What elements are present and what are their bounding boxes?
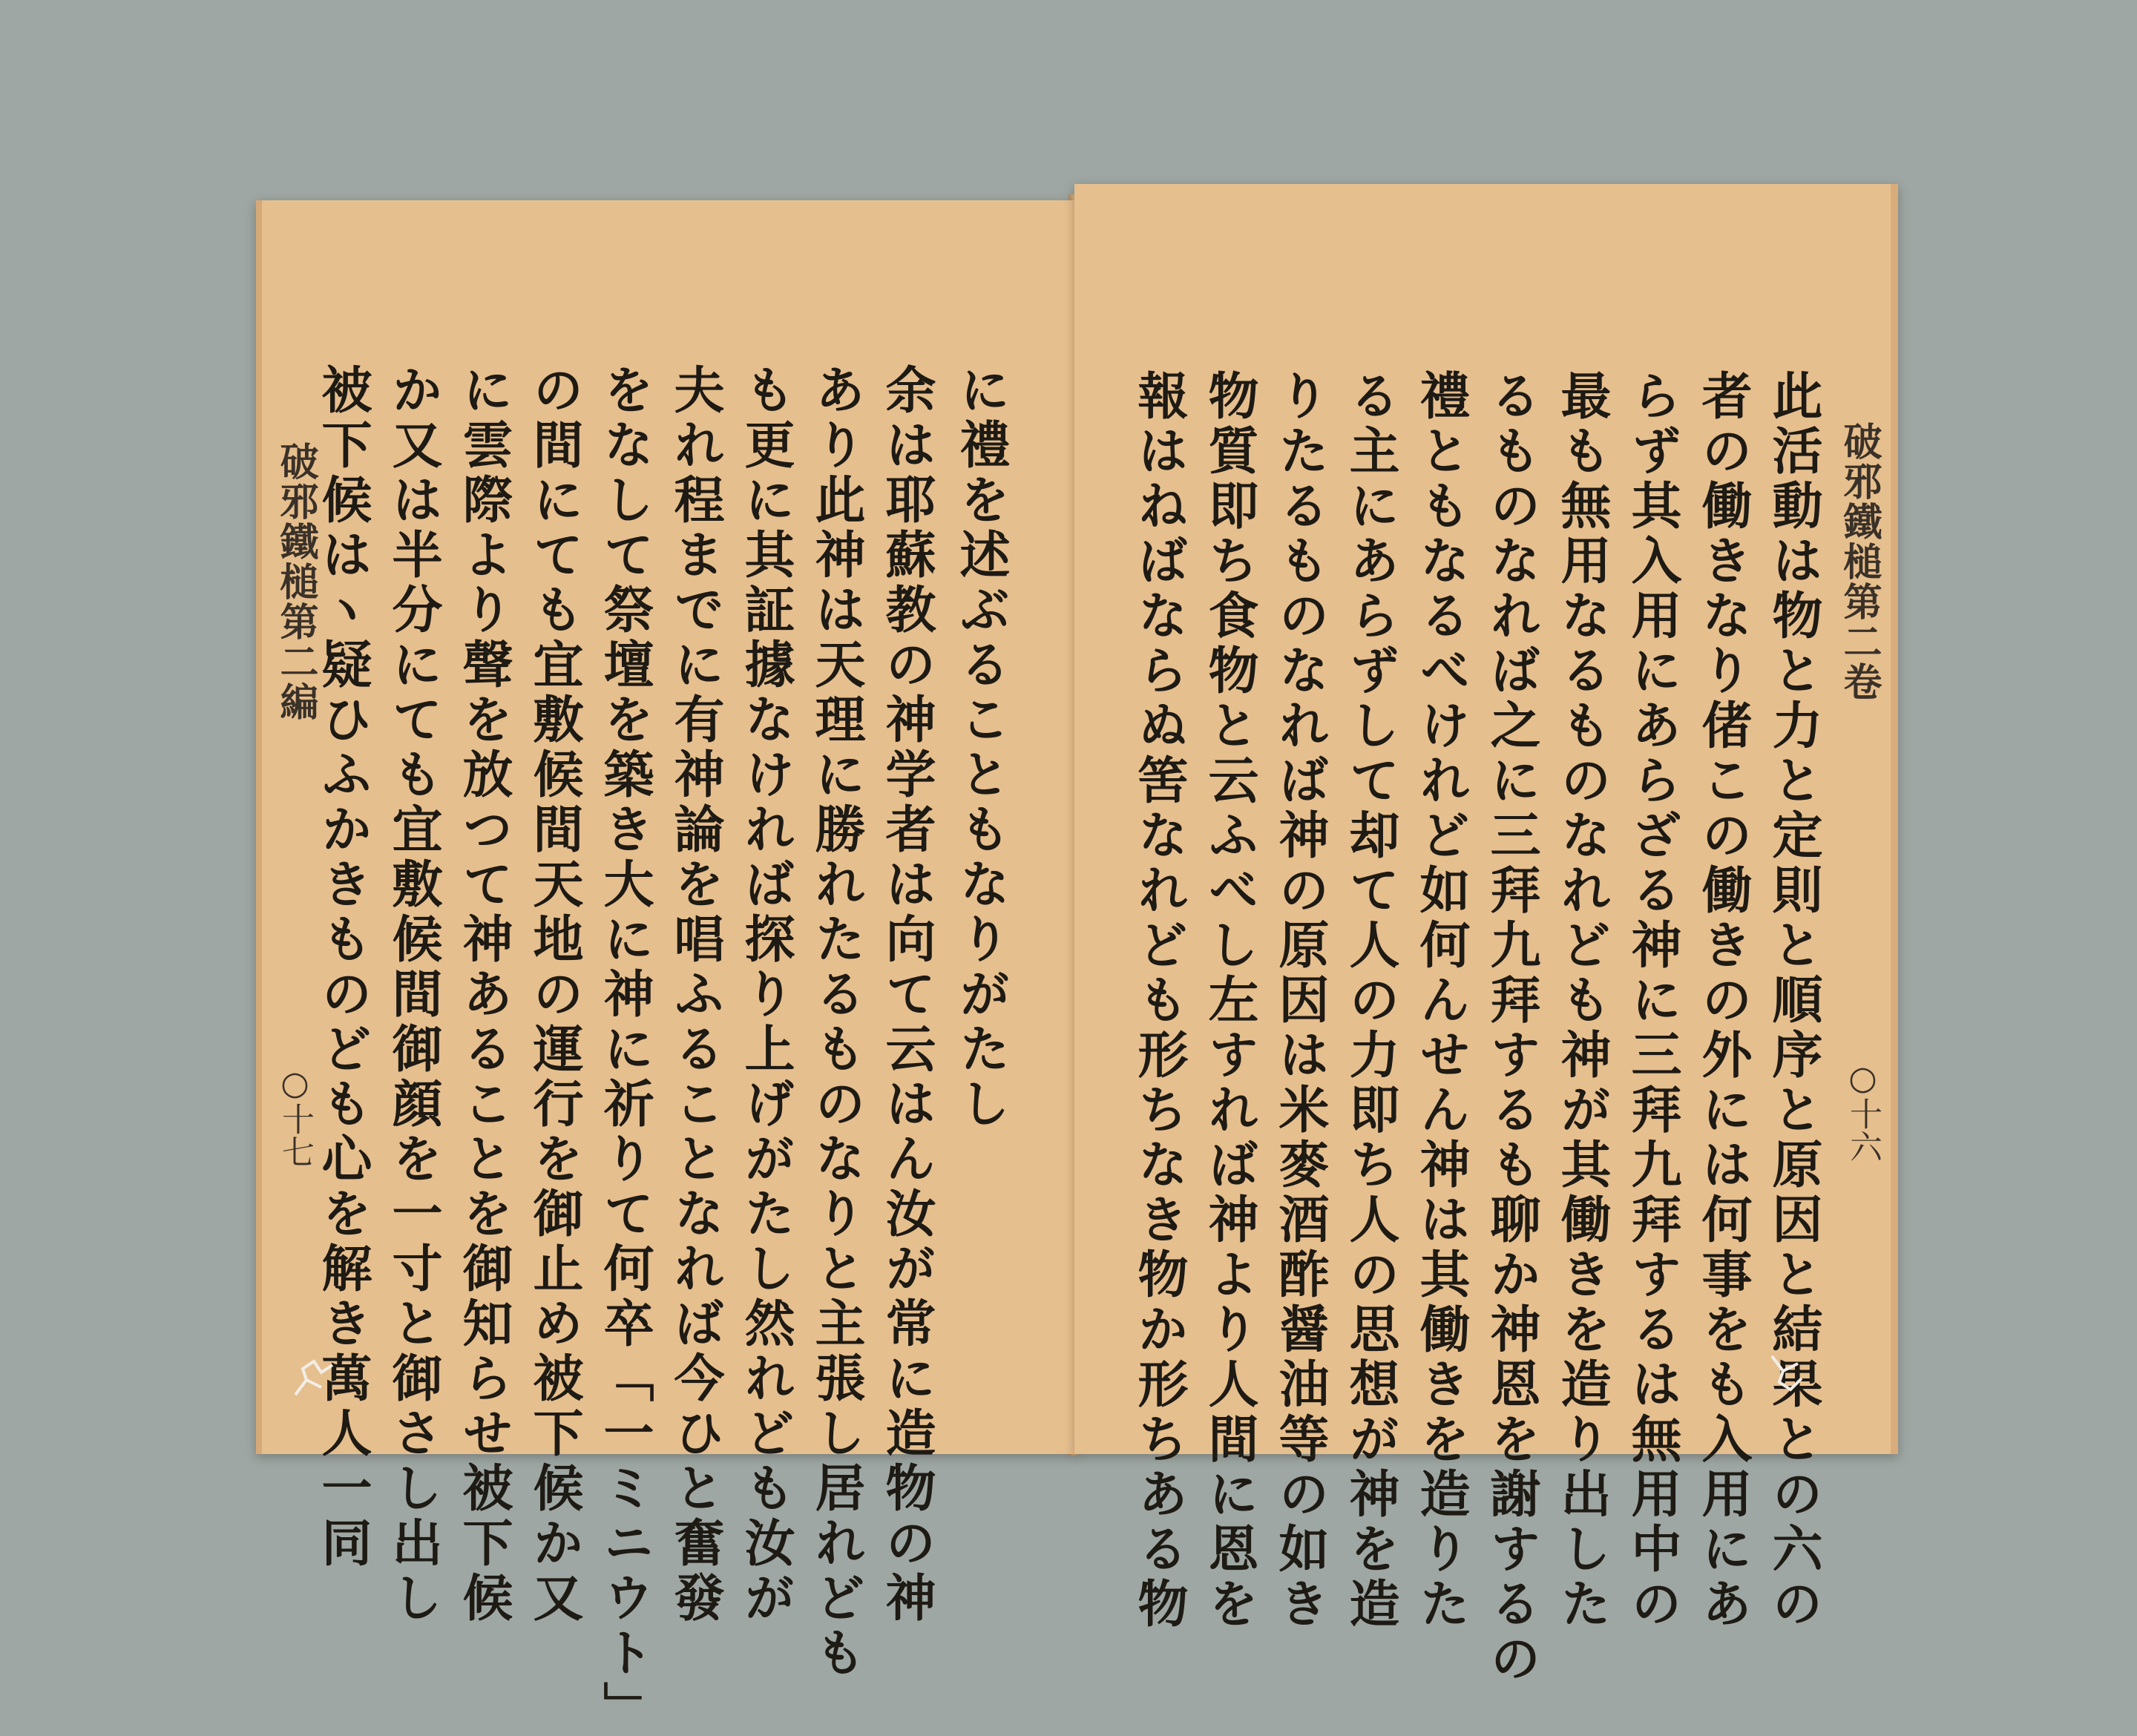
right-page	[1074, 184, 1898, 1687]
text-column: らず其入用にあらざる神に三拜九拜するは無用中の	[1623, 369, 1682, 1632]
text-column: に雲際より聲を放つて神あることを御知らせ被下候	[454, 364, 513, 1626]
left-page-number: ○十七	[276, 1065, 314, 1168]
text-column: 余は耶蘇教の神学者は向て云はん汝が常に造物の神	[877, 364, 936, 1626]
text-column: の間にても宜敷候間天地の運行を御止め被下候か又	[525, 364, 584, 1626]
text-column: る主にあらずして却て人の力即ち人の思想が神を造	[1341, 369, 1400, 1632]
text-column: 最も無用なるものなれども神が其働きを造り出した	[1552, 369, 1612, 1632]
text-column: か又は半分にても宜敷候間御顔を一寸と御さし出し	[384, 364, 443, 1626]
right-page-number: ○十六	[1844, 1059, 1882, 1163]
text-column: 者の働きなり偖この働きの外には何事をも入用にあ	[1693, 369, 1753, 1632]
text-column: 報はねばならぬ筈なれども形ちなき物か形ちある物	[1129, 369, 1189, 1632]
paper-stain	[292, 1350, 336, 1402]
paper-stain	[1765, 1349, 1809, 1401]
text-column: あり此神は天理に勝れたるものなりと主張し居れども	[807, 364, 866, 1681]
left-page-header: 破邪鐵槌第二編	[273, 441, 318, 722]
text-column: るものなれば之に三拜九拜するも聊か神恩を謝するの	[1482, 369, 1541, 1687]
text-column: 物質即ち食物と云ふべし左すれば神より人間に恩を	[1200, 369, 1259, 1632]
text-column: 夫れ程までに有神論を唱ふることなれば今ひと奮發	[666, 364, 725, 1626]
text-column: 此活動は物と力と定則と順序と原因と結果との六の	[1764, 369, 1823, 1632]
text-column: をなして祭壇を築き大に神に祈りて何卒「一ミニウト」	[595, 364, 654, 1736]
text-column: に禮を述ぶることもなりがたし	[951, 364, 1011, 1132]
text-column: も更に其証據なければ探り上げがたし然れども汝が	[736, 364, 795, 1626]
text-column: 禮ともなるべけれど如何んせん神は其働きを造りた	[1411, 369, 1471, 1632]
text-column: りたるものなれば神の原因は米麥酒酢醤油等の如き	[1270, 369, 1330, 1632]
left-page	[256, 200, 1078, 1736]
text-column: 被下候はヽ疑ひふかきものども心を解き萬人一同	[313, 364, 372, 1571]
right-page-header: 破邪鐵槌第二卷	[1836, 421, 1882, 702]
